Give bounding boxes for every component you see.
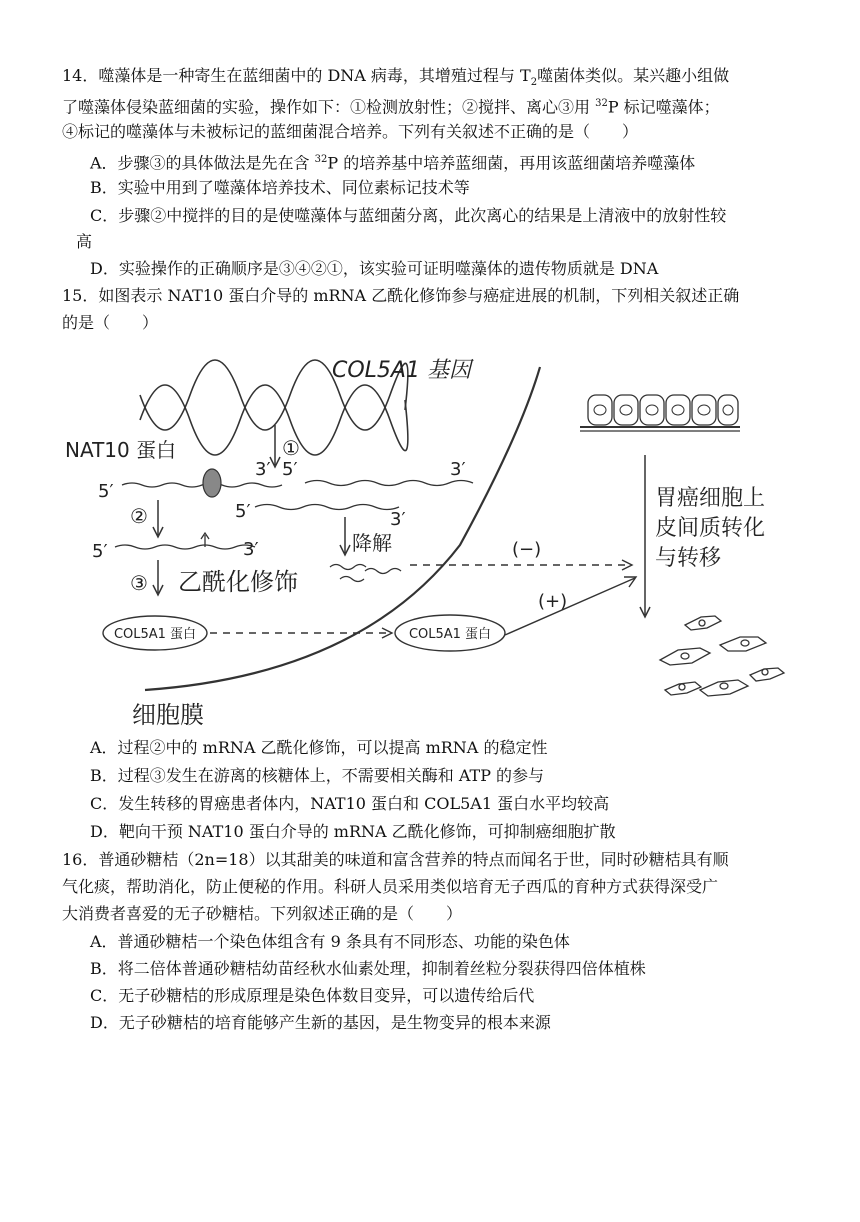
q16-option-b: B．将二倍体普通砂糖桔幼苗经秋水仙素处理，抑制着丝粒分裂获得四倍体植株 [90, 959, 646, 978]
mrna3-5prime: 5′ [235, 501, 251, 522]
minus-sign: (−) [512, 539, 542, 560]
q14-option-b: B．实验中用到了噬藻体培养技术、同位素标记技术等 [90, 178, 470, 197]
q16-stem-line1: 16．普通砂糖桔（2n=18）以其甜美的味道和富含营养的特点而闻名于世，同时砂糖桔具有顺 [62, 850, 729, 869]
membrane-label: 细胞膜 [132, 701, 204, 729]
q16-stem-line2: 气化痰，帮助消化，防止便秘的作用。科研人员采用类似培育无子西瓜的育种方式获得深受广 [62, 877, 719, 896]
mrna4-strand [115, 545, 255, 549]
degrade-label: 降解 [352, 531, 392, 555]
q15-option-d: D．靶向干预 NAT10 蛋白介导的 mRNA 乙酰化修饰，可抑制癌细胞扩散 [90, 822, 616, 841]
fragment-1 [330, 565, 366, 570]
q14-option-c-cont: 高 [76, 232, 93, 251]
q14-stem-line3: ④标记的噬藻体与未被标记的蓝细菌混合培养。下列有关叙述不正确的是（ ） [62, 122, 639, 141]
protein-left-label: COL5A1 蛋白 [113, 627, 197, 642]
step1-marker: ① [282, 436, 300, 460]
q16-option-d: D．无子砂糖桔的培育能够产生新的基因，是生物变异的根本来源 [90, 1013, 551, 1032]
mrna4-3prime: 3′ [243, 539, 259, 560]
mrna1-3prime: 3′ [255, 459, 271, 480]
mesenchymal-cells-icon [660, 616, 784, 696]
mrna3-3prime: 3′ [390, 509, 406, 530]
mechanism-diagram [60, 345, 800, 730]
q15-option-a: A．过程②中的 mRNA 乙酰化修饰，可以提高 mRNA 的稳定性 [90, 738, 548, 757]
q15-option-b: B．过程③发生在游离的核糖体上，不需要相关酶和 ATP 的参与 [90, 766, 545, 785]
q16-option-c: C．无子砂糖桔的形成原理是染色体数目变异，可以遗传给后代 [90, 986, 535, 1005]
emt-label-line3: 与转移 [655, 546, 722, 571]
protein-right-label: COL5A1 蛋白 [408, 627, 492, 642]
plus-sign: (+) [538, 591, 568, 612]
epithelial-cells-icon [580, 395, 740, 431]
mrna2-strand [305, 481, 473, 486]
step2-marker: ② [130, 504, 148, 528]
mrna1-5prime: 5′ [98, 481, 114, 502]
dna-strand-1 [140, 385, 408, 455]
acetyl-label: 乙酰化修饰 [178, 568, 298, 596]
emt-label-line1: 胃癌细胞上 [655, 486, 766, 511]
fragment-3 [340, 577, 364, 582]
mrna2-3prime: 3′ [450, 459, 466, 480]
nat10-protein-shape [203, 469, 221, 497]
q14-option-a: A．步骤③的具体做法是先在含 $^{32}$P 的培养基中培养蓝细菌，再用该蓝细菌培养噬藻体 [90, 153, 696, 173]
mrna3-strand [255, 505, 399, 510]
emt-label-line2: 皮间质转化 [655, 516, 766, 541]
q15-stem-line1: 15．如图表示 NAT10 蛋白介导的 mRNA 乙酰化修饰参与癌症进展的机制，下列相关叙述正确 [62, 286, 740, 305]
q14-option-d: D．实验操作的正确顺序是③④②①，该实验可证明噬藻体的遗传物质就是 DNA [90, 259, 659, 278]
step3-marker: ③ [130, 571, 148, 595]
q15-option-c: C．发生转移的胃癌患者体内，NAT10 蛋白和 COL5A1 蛋白水平均较高 [90, 794, 610, 813]
diagram-svg [60, 345, 800, 730]
q14-stem-line2: 了噬藻体侵染蓝细菌的实验，操作如下：①检测放射性；②搅拌、离心③用 $^{32}$P 标记噬藻体； [62, 97, 720, 117]
mrna2-5prime: 5′ [282, 459, 298, 480]
q16-stem-line3: 大消费者喜爱的无子砂糖桔。下列叙述正确的是（ ） [62, 904, 463, 923]
q16-option-a: A．普通砂糖桔一个染色体组含有 9 条具有不同形态、功能的染色体 [90, 932, 570, 951]
q14-option-c: C．步骤②中搅拌的目的是使噬藻体与蓝细菌分离，此次离心的结果是上清液中的放射性较 [90, 206, 727, 225]
fragment-2 [365, 569, 401, 574]
mrna1-strand [122, 483, 282, 487]
gene-label: COL5A1 基因 [332, 358, 471, 383]
q14-stem-line1: 14．噬藻体是一种寄生在蓝细菌中的 DNA 病毒，其增殖过程与 $T_2$噬菌体类似。某兴趣小组做 [62, 66, 730, 89]
nat10-label: NAT10 蛋白 [65, 438, 177, 462]
mrna4-5prime: 5′ [92, 541, 108, 562]
promote-arrow [505, 578, 635, 635]
q15-stem-line2: 的是（ ） [62, 313, 159, 332]
